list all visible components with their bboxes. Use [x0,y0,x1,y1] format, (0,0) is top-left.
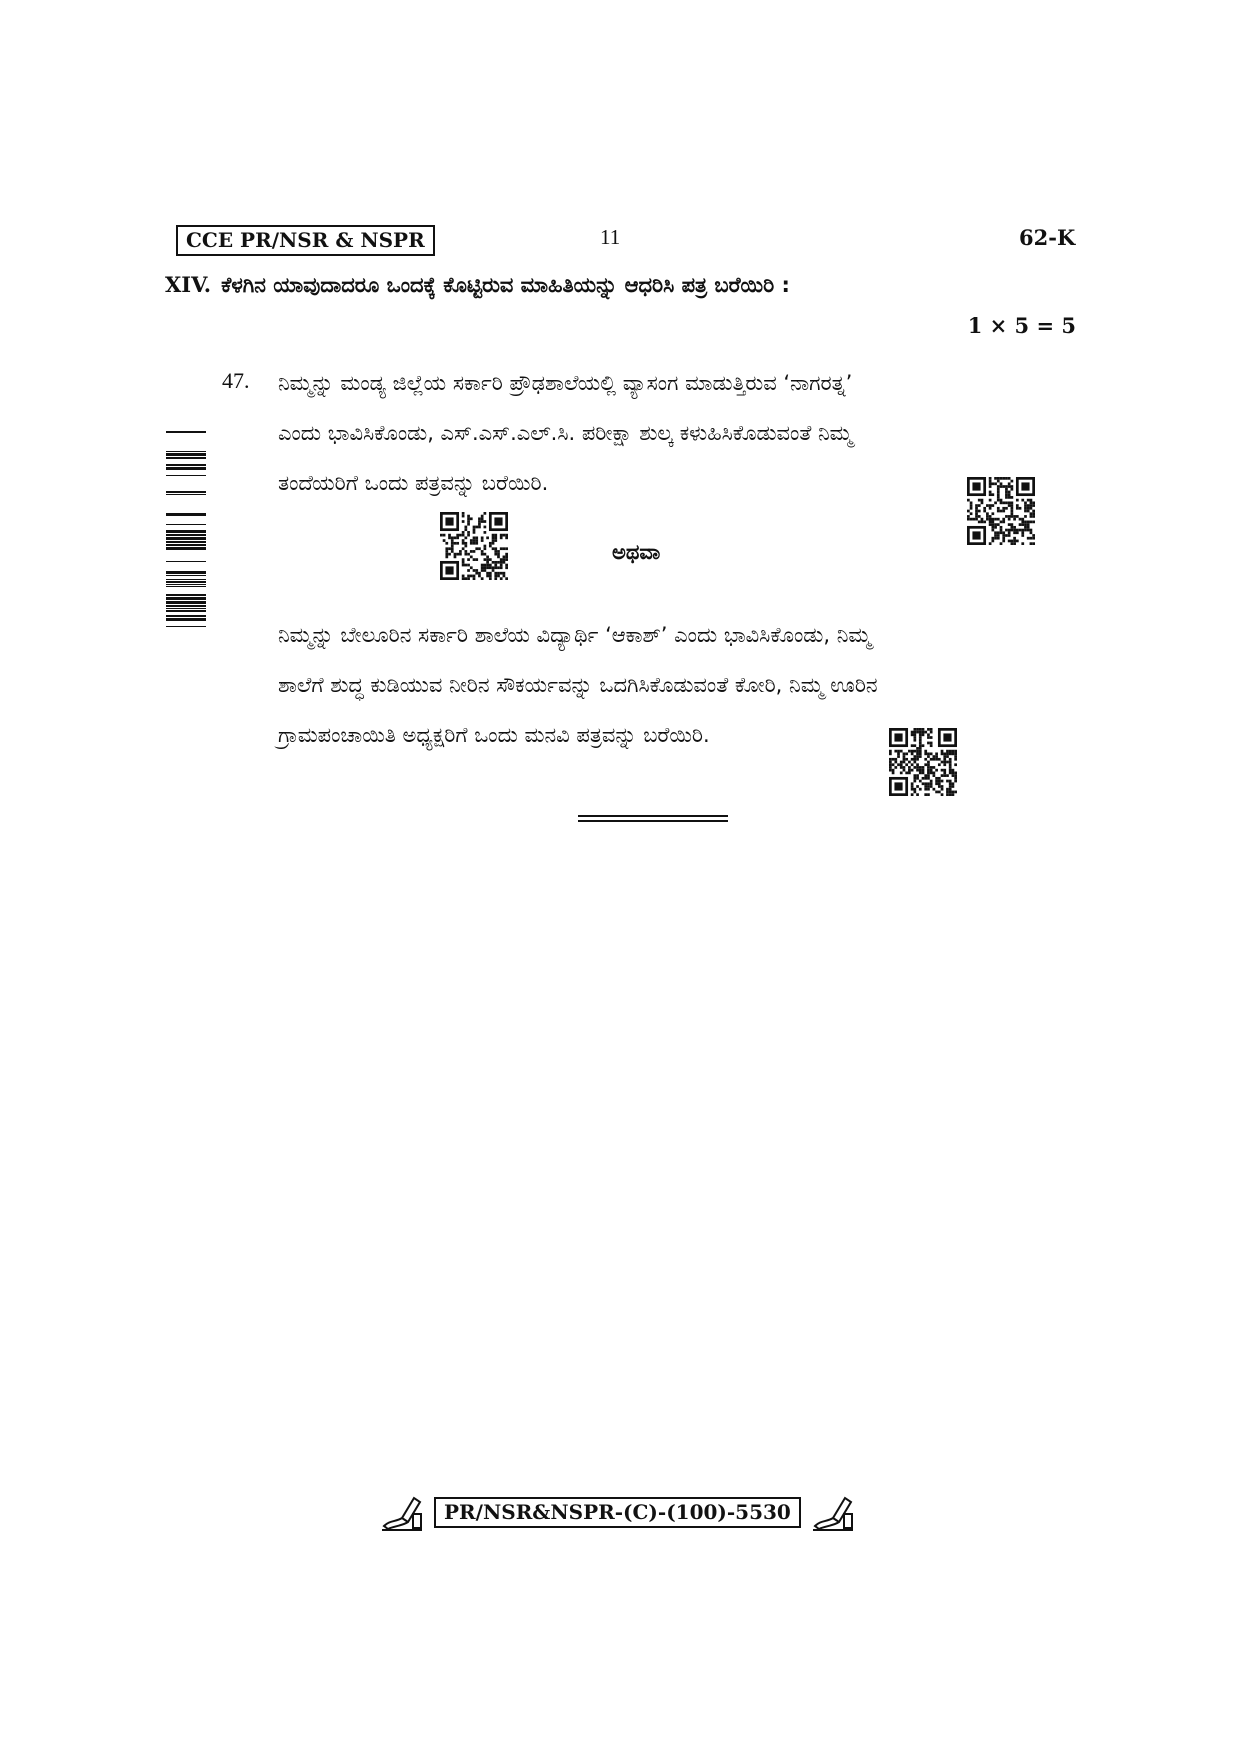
option-b-line: ನಿಮ್ಮನ್ನು ಬೇಲೂರಿನ ಸರ್ಕಾರಿ ಶಾಲೆಯ ವಿದ್ಯಾರ್ಥಿ ‘ಆಕಾಶ್’ ಎಂದು ಭಾವಿಸಿಕೊಂಡು, ನಿಮ್ಮ [278,623,872,647]
writing-hand-icon [380,1492,424,1532]
qr-code-icon[interactable] [967,477,1035,545]
section-heading [165,272,790,298]
footer [380,1492,855,1532]
section-number: XIV. [165,272,212,297]
barcode-icon [166,428,206,640]
page-number: 11 [600,225,621,249]
option-a-line: ನಿಮ್ಮನ್ನು ಮಂಡ್ಯ ಜಿಲ್ಲೆಯ ಸರ್ಕಾರಿ ಪ್ರೌಢಶಾಲೆಯಲ್ಲಿ ವ್ಯಾಸಂಗ ಮಾಡುತ್ತಿರುವ ‘ನಾಗರತ್ನ’ [278,371,853,395]
option-a-line: ತಂದೆಯರಿಗೆ ಒಂದು ಪತ್ರವನ್ನು ಬರೆಯಿರಿ. [278,471,549,495]
section-instruction: ಕೆಳಗಿನ ಯಾವುದಾದರೂ ಒಂದಕ್ಕೆ ಕೊಟ್ಟಿರುವ ಮಾಹಿತಿಯನ್ನು ಆಧರಿಸಿ ಪತ್ರ ಬರೆಯಿರಿ : [221,273,790,297]
header-code: CCE PR/NSR & NSPR [176,225,435,256]
end-of-questions-rule [578,815,728,822]
option-b-line: ಗ್ರಾಮಪಂಚಾಯಿತಿ ಅಧ್ಯಕ್ಷರಿಗೆ ಒಂದು ಮನವಿ ಪತ್ರವನ್ನು ಬರೆಯಿರಿ. [278,723,710,747]
paper-code: 62-K [1019,225,1076,250]
qr-code-icon[interactable] [889,728,957,796]
qr-code-icon[interactable] [440,512,508,580]
question-number: 47. [222,368,250,393]
question-option-b [278,610,1078,760]
question-option-a [278,358,1078,508]
footer-code: PR/NSR&NSPR-(C)-(100)-5530 [434,1497,801,1528]
option-a-line: ಎಂದು ಭಾವಿಸಿಕೊಂಡು, ಎಸ್.ಎಸ್.ಎಲ್.ಸಿ. ಪರೀಕ್ಷಾ ಶುಲ್ಕ ಕಳುಹಿಸಿಕೊಡುವಂತೆ ನಿಮ್ಮ [278,421,853,445]
marks-allocation: 1 × 5 = 5 [967,313,1076,338]
or-separator: ಅಥವಾ [612,540,661,564]
writing-hand-icon [811,1492,855,1532]
option-b-line: ಶಾಲೆಗೆ ಶುದ್ಧ ಕುಡಿಯುವ ನೀರಿನ ಸೌಕರ್ಯವನ್ನು ಒದಗಿಸಿಕೊಡುವಂತೆ ಕೋರಿ, ನಿಮ್ಮ ಊರಿನ [278,673,878,697]
